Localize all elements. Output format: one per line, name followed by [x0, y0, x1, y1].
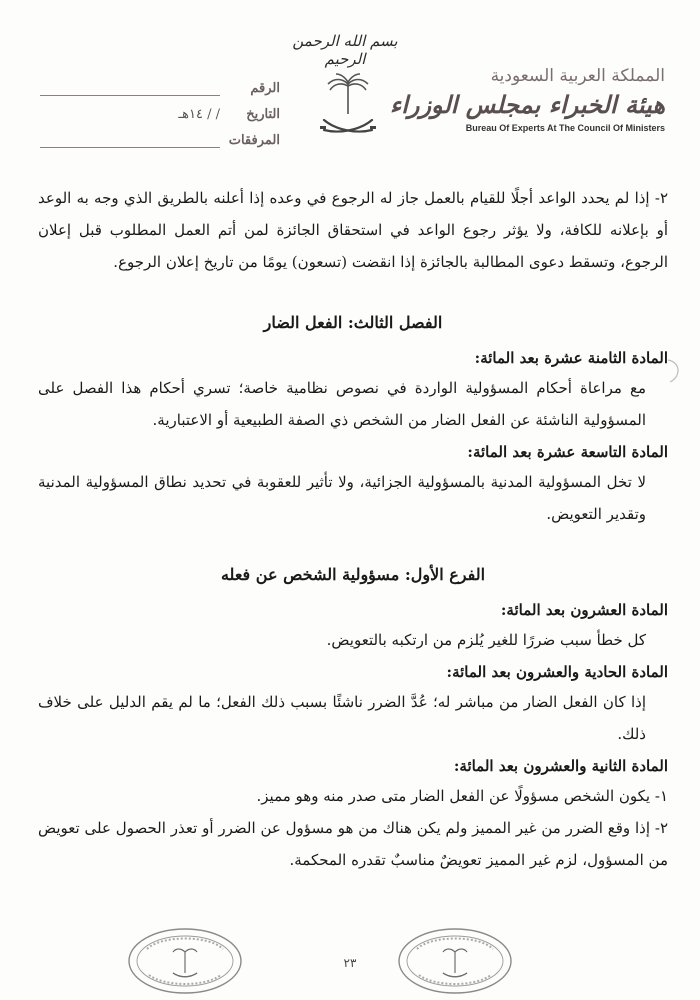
paragraph-item-2: ٢- إذا لم يحدد الواعد أجلًا للقيام بالعمل جاز له الرجوع في وعده إذا أعلنه بالطريق الذي وجه به الوعد أو بإعلانه للكافة، ولا يؤثر رجوع الواعد في استحقاق الجائزة لمن أتم العمل المطلوب قبل إعلان الرجوع، وتسقط دعوى المطالبة بالجائزة إذا انقضت (تسعون) يومًا من تاريخ إعلان الرجوع.: [38, 189, 668, 271]
branch-heading: الفرع الأول: مسؤولية الشخص عن فعله: [220, 565, 486, 584]
margin-mark-icon: [660, 356, 690, 386]
article-118-text: مع مراعاة أحكام المسؤولية الواردة في نصوص نظامية خاصة؛ تسري أحكام هذا الفصل على المسؤولية الناشئة عن الفعل الضار من الشخص ذي الصفة الطبيعية أو الاعتبارية.: [38, 379, 646, 429]
article-119-heading: المادة التاسعة عشرة بعد المائة:: [467, 443, 668, 461]
official-seal-left-icon: [125, 925, 245, 997]
page-number: ٢٣: [343, 956, 357, 970]
document-body: [38, 182, 668, 876]
meta-number-line: [40, 83, 220, 96]
article-121-heading: المادة الحادية والعشرون بعد المائة:: [446, 663, 668, 681]
meta-attachments-label: المرفقات: [228, 133, 280, 148]
article-121-text: إذا كان الفعل الضار من مباشر له؛ عُدَّ الضرر ناشئًا بسبب ذلك الفعل؛ ما لم يقم الدليل على خلاف ذلك.: [38, 693, 646, 743]
article-120-heading: المادة العشرون بعد المائة:: [500, 601, 668, 619]
meta-number-row: [40, 70, 280, 96]
meta-date-value: / / ١٤هـ: [178, 107, 220, 122]
organization-letterhead: [389, 66, 665, 133]
article-119-text: لا تخل المسؤولية المدنية بالمسؤولية الجزائية، ولا تأثير للعقوبة في تحديد نطاق المسؤولية المدنية وتقدير التعويض.: [38, 473, 646, 523]
chapter-heading: الفصل الثالث: الفعل الضار: [263, 313, 443, 332]
article-120-text: كل خطأ سبب ضررًا للغير يُلزم من ارتكبه بالتعويض.: [326, 631, 646, 649]
basmala-calligraphy: بسم الله الرحمن الرحيم: [292, 32, 398, 68]
meta-date-label: التاريخ: [246, 107, 280, 122]
saudi-emblem-icon: [316, 68, 380, 146]
article-118-heading: المادة الثامنة عشرة بعد المائة:: [474, 349, 668, 367]
article-122-item-1: ١- يكون الشخص مسؤولًا عن الفعل الضار متى صدر منه وهو مميز.: [256, 787, 668, 805]
meta-date-row: [40, 96, 280, 122]
meta-attachments-line: [40, 135, 220, 148]
org-kingdom-name: المملكة العربية السعودية: [490, 66, 665, 86]
article-122-heading: المادة الثانية والعشرون بعد المائة:: [453, 757, 668, 775]
org-english-name: Bureau Of Experts At The Council Of Ministers: [465, 123, 665, 133]
letter-meta-fields: [40, 70, 280, 148]
meta-attachments-row: [40, 122, 280, 148]
article-122-item-2: ٢- إذا وقع الضرر من غير المميز ولم يكن هناك من هو مسؤول عن الضرر أو تعذر الحصول على تعويض من المسؤول، لزم غير المميز تعويضٌ مناسبٌ تقدره المحكمة.: [38, 819, 668, 869]
meta-number-label: الرقم: [250, 81, 280, 96]
official-seal-right-icon: [395, 925, 515, 997]
org-name-calligraphy: هيئة الخبراء بمجلس الوزراء: [389, 90, 665, 119]
